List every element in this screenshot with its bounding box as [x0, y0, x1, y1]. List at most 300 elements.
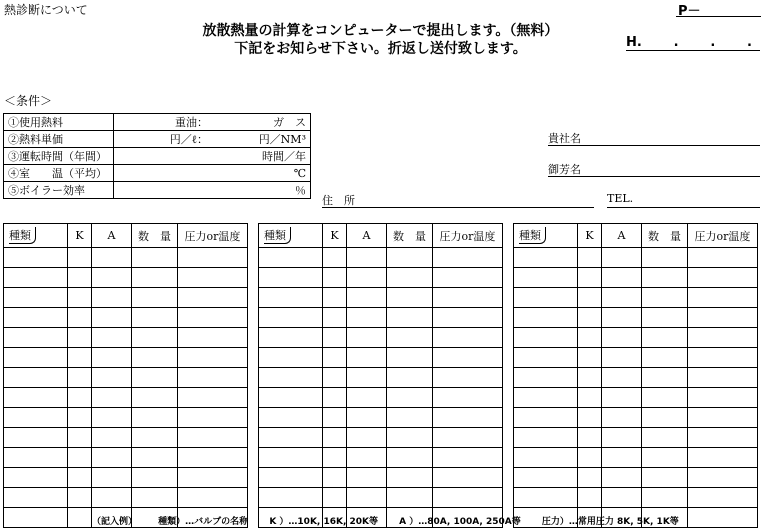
- table-cell[interactable]: [688, 388, 758, 408]
- table-row[interactable]: [514, 308, 758, 328]
- table-cell[interactable]: [323, 468, 347, 488]
- condition-label: ⑤ボイラー効率: [4, 182, 114, 199]
- table-row[interactable]: [259, 428, 503, 448]
- table-row[interactable]: [259, 328, 503, 348]
- date-sep-1: .: [673, 35, 679, 50]
- table-cell[interactable]: [347, 348, 387, 368]
- header-a: A: [602, 224, 642, 248]
- table-cell[interactable]: [514, 448, 578, 468]
- table-cell[interactable]: [387, 348, 433, 368]
- table-row[interactable]: [4, 348, 248, 368]
- table-cell[interactable]: [514, 268, 578, 288]
- table-cell[interactable]: [433, 388, 503, 408]
- table-cell[interactable]: [178, 388, 248, 408]
- condition-fuel-gas[interactable]: ガ ス: [212, 114, 311, 131]
- table-cell[interactable]: [642, 408, 688, 428]
- table-cell[interactable]: [602, 288, 642, 308]
- condition-value-blank[interactable]: [114, 148, 213, 165]
- table-cell[interactable]: [323, 448, 347, 468]
- table-cell[interactable]: [602, 428, 642, 448]
- table-cell[interactable]: [433, 468, 503, 488]
- table-cell[interactable]: [347, 248, 387, 268]
- table-cell[interactable]: [68, 328, 92, 348]
- entry-table: [3, 223, 248, 528]
- table-cell[interactable]: [642, 428, 688, 448]
- table-cell[interactable]: [514, 248, 578, 268]
- table-cell[interactable]: [642, 488, 688, 508]
- table-cell[interactable]: [347, 468, 387, 488]
- table-cell[interactable]: [323, 268, 347, 288]
- conditions-table: [3, 113, 311, 199]
- condition-value-blank[interactable]: [114, 182, 213, 199]
- table-cell[interactable]: [259, 448, 323, 468]
- table-cell[interactable]: [323, 408, 347, 428]
- table-cell[interactable]: [387, 428, 433, 448]
- table-cell[interactable]: [4, 508, 68, 528]
- table-row[interactable]: [514, 388, 758, 408]
- table-cell[interactable]: [433, 288, 503, 308]
- table-row[interactable]: [514, 268, 758, 288]
- table-cell[interactable]: [578, 488, 602, 508]
- table-cell[interactable]: [578, 428, 602, 448]
- table-cell[interactable]: [259, 288, 323, 308]
- table-cell[interactable]: [132, 448, 178, 468]
- table-cell[interactable]: [4, 288, 68, 308]
- table-cell[interactable]: [178, 368, 248, 388]
- conditions-title: ＜条件＞: [4, 94, 53, 108]
- date-era: H.: [626, 35, 642, 50]
- table-cell[interactable]: [132, 348, 178, 368]
- condition-row-hours: [4, 148, 311, 165]
- table-cell[interactable]: [4, 468, 68, 488]
- table-cell[interactable]: [178, 428, 248, 448]
- address-field[interactable]: [322, 192, 594, 208]
- table-cell[interactable]: [68, 428, 92, 448]
- table-cell[interactable]: [68, 408, 92, 428]
- table-cell[interactable]: [259, 248, 323, 268]
- table-cell[interactable]: [514, 368, 578, 388]
- table-row[interactable]: [4, 368, 248, 388]
- table-cell[interactable]: [92, 468, 132, 488]
- table-cell[interactable]: [132, 488, 178, 508]
- table-cell[interactable]: [642, 468, 688, 488]
- table-cell[interactable]: [433, 428, 503, 448]
- table-cell[interactable]: [347, 308, 387, 328]
- table-cell[interactable]: [347, 268, 387, 288]
- table-cell[interactable]: [347, 368, 387, 388]
- table-cell[interactable]: [347, 288, 387, 308]
- table-cell[interactable]: [68, 388, 92, 408]
- table-cell[interactable]: [387, 408, 433, 428]
- document-title: 熱診断について: [4, 3, 88, 17]
- table-row[interactable]: [514, 328, 758, 348]
- condition-row-price: [4, 131, 311, 148]
- table-cell[interactable]: [132, 268, 178, 288]
- table-row[interactable]: [4, 448, 248, 468]
- table-cell[interactable]: [4, 408, 68, 428]
- table-cell[interactable]: [178, 308, 248, 328]
- table-cell[interactable]: [92, 368, 132, 388]
- table-cell[interactable]: [178, 448, 248, 468]
- table-cell[interactable]: [387, 448, 433, 468]
- table-cell[interactable]: [387, 248, 433, 268]
- table-cell[interactable]: [178, 468, 248, 488]
- header-pressure-temp: 圧力or温度: [433, 224, 503, 248]
- table-row[interactable]: [259, 248, 503, 268]
- table-cell[interactable]: [323, 248, 347, 268]
- header-quantity: 数 量: [132, 224, 178, 248]
- tel-field[interactable]: [607, 192, 760, 208]
- table-cell[interactable]: [92, 248, 132, 268]
- header-quantity: 数 量: [387, 224, 433, 248]
- table-row[interactable]: [259, 288, 503, 308]
- table-cell[interactable]: [514, 388, 578, 408]
- table-cell[interactable]: [323, 288, 347, 308]
- table-row[interactable]: [4, 468, 248, 488]
- table-cell[interactable]: [132, 468, 178, 488]
- table-cell[interactable]: [514, 428, 578, 448]
- address-label: 住 所: [322, 194, 355, 207]
- header-k: K: [578, 224, 602, 248]
- table-cell[interactable]: [433, 448, 503, 468]
- table-cell[interactable]: [688, 508, 758, 528]
- table-cell[interactable]: [4, 268, 68, 288]
- table-cell[interactable]: [602, 268, 642, 288]
- table-cell[interactable]: [92, 328, 132, 348]
- condition-hours-unit[interactable]: 時間／年: [212, 148, 311, 165]
- table-cell[interactable]: [688, 368, 758, 388]
- table-cell[interactable]: [433, 308, 503, 328]
- table-cell[interactable]: [4, 348, 68, 368]
- table-cell[interactable]: [259, 408, 323, 428]
- table-cell[interactable]: [347, 388, 387, 408]
- table-row[interactable]: [4, 428, 248, 448]
- table-cell[interactable]: [688, 448, 758, 468]
- table-cell[interactable]: [92, 408, 132, 428]
- date-sep-2: .: [710, 35, 716, 50]
- table-cell[interactable]: [347, 328, 387, 348]
- table-row[interactable]: [514, 408, 758, 428]
- table-cell[interactable]: [4, 388, 68, 408]
- table-cell[interactable]: [4, 428, 68, 448]
- table-cell[interactable]: [68, 508, 92, 528]
- table-row[interactable]: [259, 268, 503, 288]
- table-cell[interactable]: [578, 288, 602, 308]
- table-cell[interactable]: [92, 308, 132, 328]
- table-cell[interactable]: [92, 288, 132, 308]
- table-cell[interactable]: [602, 248, 642, 268]
- table-row[interactable]: [514, 428, 758, 448]
- table-row[interactable]: [259, 348, 503, 368]
- table-cell[interactable]: [4, 488, 68, 508]
- table-cell[interactable]: [347, 488, 387, 508]
- date-sep-3: .: [747, 35, 752, 50]
- table-cell[interactable]: [602, 468, 642, 488]
- table-cell[interactable]: [688, 288, 758, 308]
- table-cell[interactable]: [92, 428, 132, 448]
- header-a: A: [347, 224, 387, 248]
- table-cell[interactable]: [259, 388, 323, 408]
- table-cell[interactable]: [92, 388, 132, 408]
- table-cell[interactable]: [387, 468, 433, 488]
- table-cell[interactable]: [602, 328, 642, 348]
- headline-line-1: 放散熱量の計算をコンピューターで提出します。（無料）: [202, 23, 559, 39]
- header-kind: 種類: [514, 224, 578, 248]
- table-cell[interactable]: [642, 308, 688, 328]
- table-cell[interactable]: [642, 388, 688, 408]
- table-cell[interactable]: [642, 328, 688, 348]
- footnote-k: K ）…10K, 16K, 20K等: [269, 517, 379, 527]
- table-cell[interactable]: [323, 348, 347, 368]
- table-cell[interactable]: [387, 268, 433, 288]
- header-kind: 種類: [4, 224, 68, 248]
- table-cell[interactable]: [68, 468, 92, 488]
- footnote-a: A ）…80A, 100A, 250A等: [399, 517, 521, 527]
- table-cell[interactable]: [259, 268, 323, 288]
- table-cell[interactable]: [578, 368, 602, 388]
- table-cell[interactable]: [259, 348, 323, 368]
- header-quantity: 数 量: [642, 224, 688, 248]
- table-cell[interactable]: [602, 348, 642, 368]
- table-cell[interactable]: [4, 328, 68, 348]
- table-cell[interactable]: [688, 428, 758, 448]
- table-cell[interactable]: [602, 308, 642, 328]
- table-cell[interactable]: [578, 388, 602, 408]
- table-row[interactable]: [259, 488, 503, 508]
- table-cell[interactable]: [68, 348, 92, 368]
- table-cell[interactable]: [642, 348, 688, 368]
- table-row[interactable]: [259, 468, 503, 488]
- condition-fuel-oil[interactable]: 重油：: [114, 114, 213, 131]
- table-cell[interactable]: [178, 328, 248, 348]
- table-cell[interactable]: [92, 448, 132, 468]
- table-row[interactable]: [259, 448, 503, 468]
- table-cell[interactable]: [259, 368, 323, 388]
- table-cell[interactable]: [132, 288, 178, 308]
- table-cell[interactable]: [323, 308, 347, 328]
- table-cell[interactable]: [578, 268, 602, 288]
- table-cell[interactable]: [433, 328, 503, 348]
- condition-temp-unit[interactable]: ℃: [212, 165, 311, 182]
- table-cell[interactable]: [688, 348, 758, 368]
- table-row[interactable]: [514, 488, 758, 508]
- condition-row-efficiency: [4, 182, 311, 199]
- table-cell[interactable]: [387, 488, 433, 508]
- table-cell[interactable]: [387, 308, 433, 328]
- table-row[interactable]: [4, 328, 248, 348]
- table-cell[interactable]: [4, 368, 68, 388]
- table-cell[interactable]: [132, 388, 178, 408]
- table-cell[interactable]: [323, 368, 347, 388]
- table-cell[interactable]: [688, 328, 758, 348]
- header-k: K: [68, 224, 92, 248]
- condition-value-blank[interactable]: [114, 165, 213, 182]
- header-k: K: [323, 224, 347, 248]
- table-cell[interactable]: [433, 348, 503, 368]
- table-cell[interactable]: [578, 248, 602, 268]
- table-cell[interactable]: [602, 408, 642, 428]
- table-row[interactable]: [4, 308, 248, 328]
- table-row[interactable]: [514, 468, 758, 488]
- table-row[interactable]: [514, 248, 758, 268]
- condition-row-fuel: [4, 114, 311, 131]
- table-cell[interactable]: [642, 268, 688, 288]
- table-row[interactable]: [259, 388, 503, 408]
- table-cell[interactable]: [514, 328, 578, 348]
- date-field[interactable]: [626, 35, 760, 51]
- table-row[interactable]: [259, 408, 503, 428]
- table-cell[interactable]: [602, 488, 642, 508]
- table-cell[interactable]: [323, 388, 347, 408]
- table-cell[interactable]: [323, 488, 347, 508]
- table-cell[interactable]: [642, 448, 688, 468]
- table-cell[interactable]: [323, 428, 347, 448]
- table-cell[interactable]: [387, 388, 433, 408]
- table-cell[interactable]: [514, 348, 578, 368]
- company-name-label: 貴社名: [548, 132, 581, 145]
- table-cell[interactable]: [688, 408, 758, 428]
- table-cell[interactable]: [602, 388, 642, 408]
- table-cell[interactable]: [347, 448, 387, 468]
- table-cell[interactable]: [602, 448, 642, 468]
- table-row[interactable]: [259, 308, 503, 328]
- table-cell[interactable]: [387, 368, 433, 388]
- header-kind: 種類: [259, 224, 323, 248]
- table-cell[interactable]: [433, 268, 503, 288]
- condition-label: ③運転時間（年間）: [4, 148, 114, 165]
- table-cell[interactable]: [578, 348, 602, 368]
- footnote-pressure: 圧力）…常用圧力 8K, 5K, 1K等: [541, 517, 679, 527]
- table-cell[interactable]: [578, 328, 602, 348]
- table-cell[interactable]: [642, 288, 688, 308]
- header-pressure-temp: 圧力or温度: [178, 224, 248, 248]
- table-cell[interactable]: [602, 368, 642, 388]
- table-cell[interactable]: [132, 308, 178, 328]
- table-cell[interactable]: [387, 328, 433, 348]
- table-row[interactable]: [514, 348, 758, 368]
- table-cell[interactable]: [132, 248, 178, 268]
- footnote-example-label: （記入例）: [92, 517, 138, 527]
- entry-table: [258, 223, 503, 528]
- table-cell[interactable]: [68, 268, 92, 288]
- table-cell[interactable]: [178, 408, 248, 428]
- table-row[interactable]: [4, 268, 248, 288]
- table-cell[interactable]: [4, 248, 68, 268]
- table-row[interactable]: [4, 388, 248, 408]
- page-number-field[interactable]: P－: [676, 0, 761, 17]
- table-cell[interactable]: [514, 468, 578, 488]
- table-cell[interactable]: [4, 308, 68, 328]
- table-cell[interactable]: [68, 288, 92, 308]
- footnote-kind: 種類）…バルブの名称: [158, 517, 249, 527]
- table-cell[interactable]: [347, 428, 387, 448]
- table-cell[interactable]: [578, 448, 602, 468]
- table-cell[interactable]: [433, 408, 503, 428]
- table-cell[interactable]: [259, 468, 323, 488]
- table-cell[interactable]: [259, 488, 323, 508]
- table-cell[interactable]: [178, 248, 248, 268]
- table-cell[interactable]: [178, 348, 248, 368]
- table-cell[interactable]: [259, 308, 323, 328]
- table-cell[interactable]: [4, 448, 68, 468]
- header-pressure-temp: 圧力or温度: [688, 224, 758, 248]
- table-cell[interactable]: [132, 368, 178, 388]
- condition-efficiency-unit[interactable]: ％: [212, 182, 311, 199]
- table-row[interactable]: [514, 448, 758, 468]
- table-row[interactable]: [514, 288, 758, 308]
- table-cell[interactable]: [433, 368, 503, 388]
- table-row[interactable]: [4, 488, 248, 508]
- table-cell[interactable]: [387, 288, 433, 308]
- table-cell[interactable]: [514, 288, 578, 308]
- table-row[interactable]: [4, 408, 248, 428]
- table-cell[interactable]: [514, 408, 578, 428]
- table-cell[interactable]: [578, 468, 602, 488]
- table-cell[interactable]: [433, 248, 503, 268]
- table-cell[interactable]: [132, 428, 178, 448]
- table-cell[interactable]: [259, 428, 323, 448]
- condition-label: ④室 温（平均）: [4, 165, 114, 182]
- table-cell[interactable]: [68, 308, 92, 328]
- table-cell[interactable]: [68, 248, 92, 268]
- table-cell[interactable]: [578, 408, 602, 428]
- table-cell[interactable]: [433, 488, 503, 508]
- table-row[interactable]: [259, 368, 503, 388]
- table-cell[interactable]: [92, 268, 132, 288]
- table-row[interactable]: [4, 288, 248, 308]
- table-cell[interactable]: [68, 488, 92, 508]
- table-cell[interactable]: [642, 248, 688, 268]
- table-cell[interactable]: [68, 448, 92, 468]
- table-cell[interactable]: [92, 348, 132, 368]
- table-cell[interactable]: [68, 368, 92, 388]
- table-cell[interactable]: [178, 288, 248, 308]
- table-cell[interactable]: [178, 268, 248, 288]
- entry-rows[interactable]: [514, 248, 758, 528]
- headline-line-2: 下記をお知らせ下さい。折返し送付致します。: [234, 41, 527, 57]
- table-cell[interactable]: [688, 308, 758, 328]
- entry-table: [513, 223, 758, 528]
- tel-label: TEL.: [607, 192, 634, 205]
- table-cell[interactable]: [642, 368, 688, 388]
- condition-price-gas[interactable]: 円／NM³: [212, 131, 311, 148]
- condition-price-oil[interactable]: 円／ℓ：: [114, 131, 213, 148]
- table-cell[interactable]: [514, 308, 578, 328]
- table-cell[interactable]: [347, 408, 387, 428]
- table-cell[interactable]: [688, 268, 758, 288]
- table-cell[interactable]: [323, 328, 347, 348]
- table-cell[interactable]: [132, 328, 178, 348]
- table-cell[interactable]: [688, 248, 758, 268]
- person-name-label: 御芳名: [548, 163, 581, 176]
- company-name-field[interactable]: [548, 130, 760, 146]
- table-cell[interactable]: [132, 408, 178, 428]
- table-cell[interactable]: [178, 488, 248, 508]
- entry-rows[interactable]: [259, 248, 503, 528]
- condition-label: ①使用熱料: [4, 114, 114, 131]
- table-row[interactable]: [4, 248, 248, 268]
- condition-label: ②熱料単価: [4, 131, 114, 148]
- table-cell[interactable]: [514, 488, 578, 508]
- table-cell[interactable]: [578, 308, 602, 328]
- table-cell[interactable]: [259, 328, 323, 348]
- entry-rows[interactable]: [4, 248, 248, 528]
- table-row[interactable]: [514, 368, 758, 388]
- person-name-field[interactable]: [548, 161, 760, 177]
- table-cell[interactable]: [688, 488, 758, 508]
- table-cell[interactable]: [92, 488, 132, 508]
- table-cell[interactable]: [688, 468, 758, 488]
